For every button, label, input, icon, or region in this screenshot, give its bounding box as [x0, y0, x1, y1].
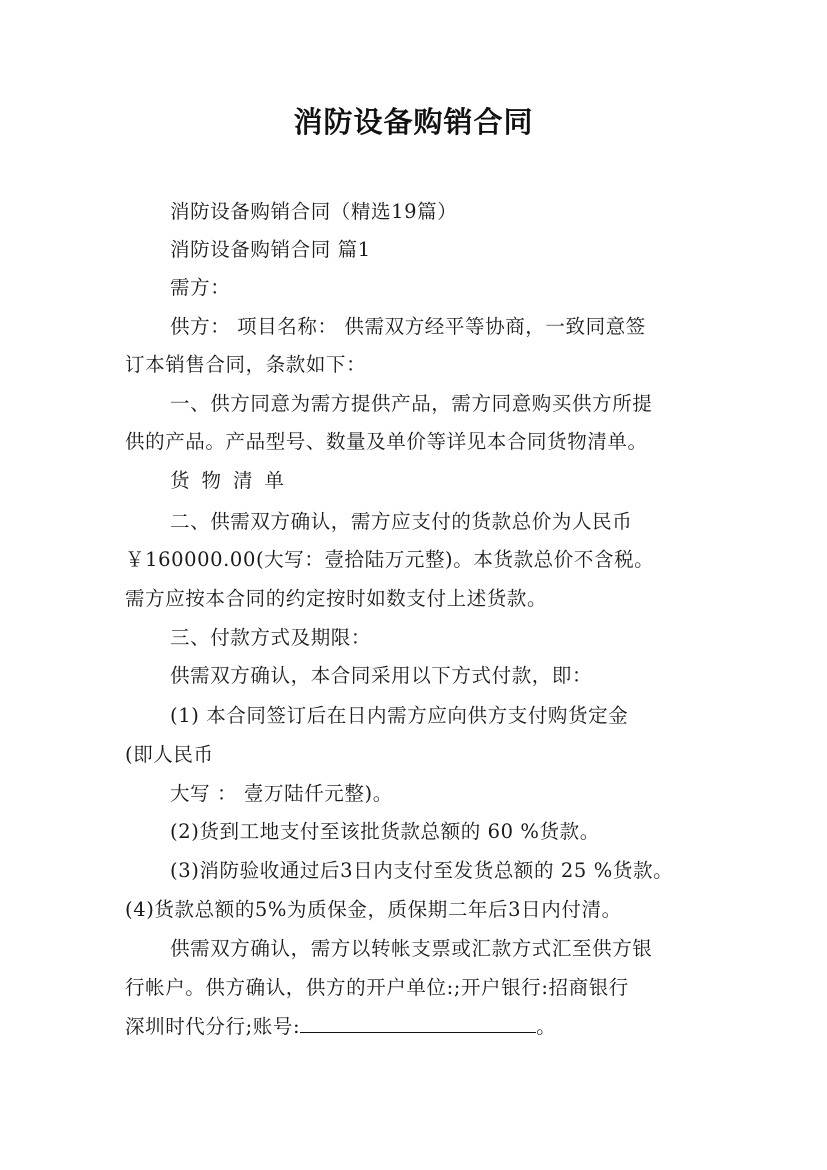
account-line [125, 1013, 556, 1041]
account-label: 深圳时代分行;账号: [125, 1015, 301, 1038]
account-end-mark: 。 [536, 1015, 557, 1038]
account-number-blank [300, 1014, 536, 1033]
buyer-line: 需方： [170, 276, 231, 299]
payment-item-1: (1) 本合同签订后在日内需方应向供方支付购货定金 [170, 704, 629, 727]
paragraph-line: 行帐户。供方确认，供方的开户单位:;开户银行:招商银行 [125, 976, 629, 999]
payment-item-2: (2)货到工地支付至该批货款总额的 60 %货款。 [170, 820, 600, 843]
payment-item-3: (3)消防验收通过后3日内支付至发货总额的 25 %货款。 [170, 859, 674, 882]
paragraph-line: (即人民币 [125, 743, 214, 766]
section-heading: 消防设备购销合同 篇1 [170, 238, 371, 261]
paragraph-line: 大写 ： 壹万陆仟元整)。 [170, 782, 393, 805]
payment-intro-line: 供需双方确认，本合同采用以下方式付款，即： [170, 664, 593, 687]
goods-list-heading: 货物清单 [170, 469, 297, 492]
supplier-line: 供方： 项目名称： 供需双方经平等协商，一致同意签 [170, 315, 646, 338]
clause-two-line: 二、供需双方确认，需方应支付的货款总价为人民币 [170, 510, 633, 533]
bank-paragraph-line: 供需双方确认，需方以转帐支票或汇款方式汇至供方银 [170, 937, 653, 960]
paragraph-line: 供的产品。产品型号、数量及单价等详见本合同货物清单。 [125, 430, 648, 453]
clause-three-heading: 三、付款方式及期限： [170, 626, 372, 649]
paragraph-line: 订本销售合同，条款如下： [125, 353, 367, 376]
clause-one-line: 一、供方同意为需方提供产品，需方同意购买供方所提 [170, 392, 653, 415]
subtitle-line: 消防设备购销合同（精选19篇） [170, 200, 458, 223]
document-title: 消防设备购销合同 [293, 105, 534, 139]
paragraph-line: 需方应按本合同的约定按时如数支付上述货款。 [125, 587, 548, 610]
payment-item-4: (4)货款总额的5%为质保金，质保期二年后3日内付清。 [125, 898, 622, 921]
amount-line: ￥160000.00(大写：壹拾陆万元整)。本货款总价不含税。 [125, 548, 655, 571]
